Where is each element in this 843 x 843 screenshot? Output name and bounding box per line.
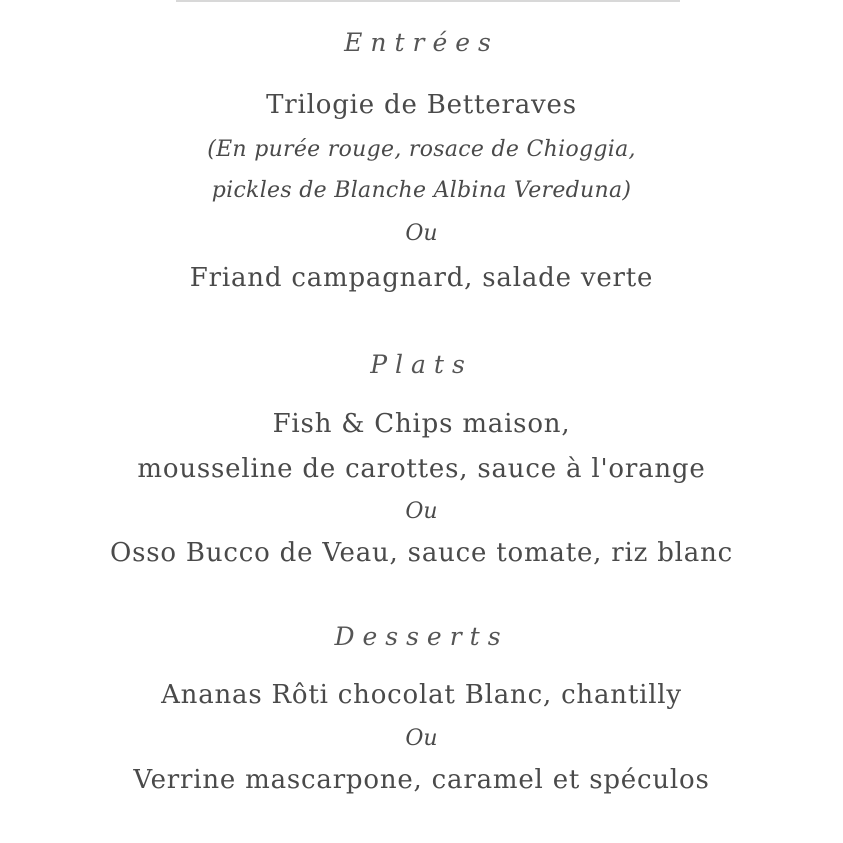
entree-dish-2: Friand campagnard, salade verte (189, 263, 654, 293)
entree-dish-1: Trilogie de Betteraves (266, 90, 577, 120)
entree-dish-1-description-line-1: (En purée rouge, rosace de Chioggia, (207, 137, 636, 162)
dessert-separator: Ou (405, 726, 438, 751)
entree-separator: Ou (405, 221, 438, 246)
plats-heading: Plats (370, 350, 473, 379)
plat-dish-1-line-1: Fish & Chips maison, (272, 409, 571, 439)
dessert-dish-1: Ananas Rôti chocolat Blanc, chantilly (161, 680, 682, 710)
entree-dish-1-description-line-2: pickles de Blanche Albina Vereduna) (211, 178, 632, 203)
plat-separator: Ou (405, 499, 438, 524)
plat-dish-1-line-2: mousseline de carottes, sauce à l'orange (137, 454, 706, 484)
desserts-heading: Desserts (334, 622, 509, 651)
plat-dish-2: Osso Bucco de Veau, sauce tomate, riz blanc (110, 538, 733, 568)
dessert-dish-2: Verrine mascarpone, caramel et spéculos (133, 765, 710, 795)
entrees-heading: Entrées (344, 28, 499, 57)
top-divider (176, 0, 680, 2)
